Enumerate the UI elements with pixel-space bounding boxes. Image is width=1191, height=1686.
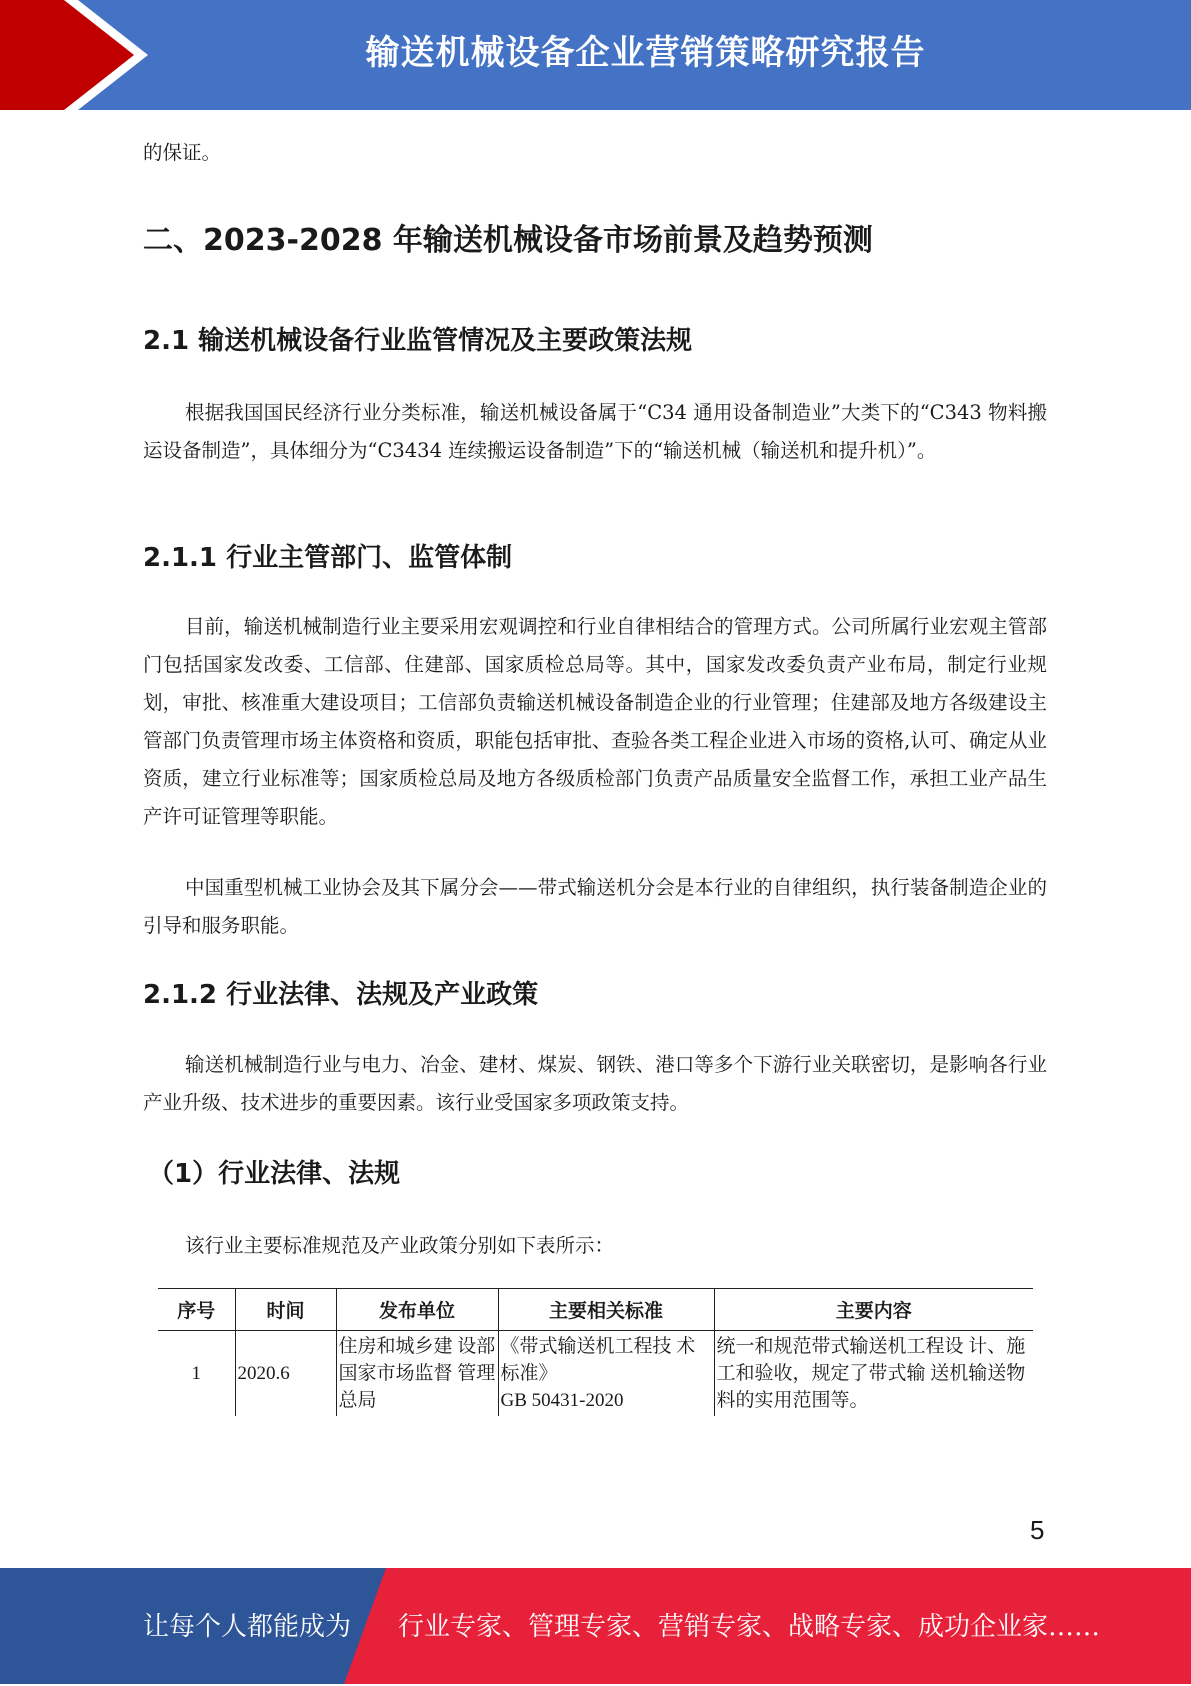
header-content: 主要内容 [714,1289,1033,1331]
heading-2-1-1: 2.1.1 行业主管部门、监管体制 [143,543,513,573]
page-header [0,0,1191,110]
footer-slogan-left: 让每个人都能成为 [143,1612,352,1642]
header-date: 时间 [235,1289,336,1331]
cell-issuer [336,1331,498,1417]
heading-2-1-2: 2.1.2 行业法律、法规及产业政策 [143,980,539,1010]
cell-content: 统一和规范带式输送机工程设 计、施工和验收，规定了带式输 送机输送物料的实用范围等。 [714,1331,1033,1417]
intro-text: 的保证。 [143,141,222,164]
page-footer [0,1568,1191,1684]
cell-no: 1 [191,1363,201,1384]
header-standard: 主要相关标准 [498,1289,714,1331]
subheading-laws: （1）行业法律、法规 [148,1159,401,1189]
footer-slogan-right: 行业专家、管理专家、营销专家、战略专家、成功企业家…… [398,1612,1101,1642]
standard-name: 《带式输送机工程技 术标准》 [500,1336,696,1384]
issuer-line: 住房和城乡建 设部 [338,1336,496,1357]
section-title: 二、2023-2028 年输送机械设备市场前景及趋势预测 [143,223,873,258]
paragraph-2-1-1-b: 中国重型机械工业协会及其下属分会——带式输送机分会是本行业的自律组织，执行装备制造企业的引导和服务职能。 [143,876,1047,937]
header-issuer: 发布单位 [336,1289,498,1331]
report-title: 输送机械设备企业营销策略研究报告 [365,33,926,73]
standards-table [158,1288,1033,1416]
standard-code: GB 50431-2020 [500,1390,624,1411]
heading-2-1: 2.1 输送机械设备行业监管情况及主要政策法规 [143,326,693,356]
paragraph-2-1: 根据我国国民经济行业分类标准，输送机械设备属于“C34 通用设备制造业”大类下的“C343 物料搬运设备制造”，具体细分为“C3434 连续搬运设备制造”下的“输送机械（输送机和提升机）”。 [143,401,1047,462]
header-no: 序号 [158,1289,235,1331]
cell-date: 2020.6 [235,1331,336,1417]
table-intro: 该行业主要标准规范及产业政策分别如下表所示： [185,1234,615,1257]
table-row [158,1331,1033,1417]
table-header-row [158,1289,1033,1331]
issuer-line: 国家市场监督 管理总局 [338,1363,496,1411]
paragraph-2-1-1-a: 目前，输送机械制造行业主要采用宏观调控和行业自律相结合的管理方式。公司所属行业宏观主管部门包括国家发改委、工信部、住建部、国家质检总局等。其中，国家发改委负责产业布局，制定行业规划，审批、核准重大建设项目；工信部负责输送机械设备制造企业的行业管理；住建部及地方各级建设主管部门负责管理市场主体资格和资质，职能包括审批、查验各类工程企业进入市场的资格,认可、确定从业资质，建立行业标准等；国家质检总局及地方各级质检部门负责产品质量安全监督工作，承担工业产品生产许可证管理等职能。 [143,615,1047,828]
paragraph-2-1-2: 输送机械制造行业与电力、冶金、建材、煤炭、钢铁、港口等多个下游行业关联密切，是影响各行业产业升级、技术进步的重要因素。该行业受国家多项政策支持。 [143,1053,1047,1114]
page-number: 5 [1030,1515,1045,1545]
cell-standard [498,1331,714,1417]
